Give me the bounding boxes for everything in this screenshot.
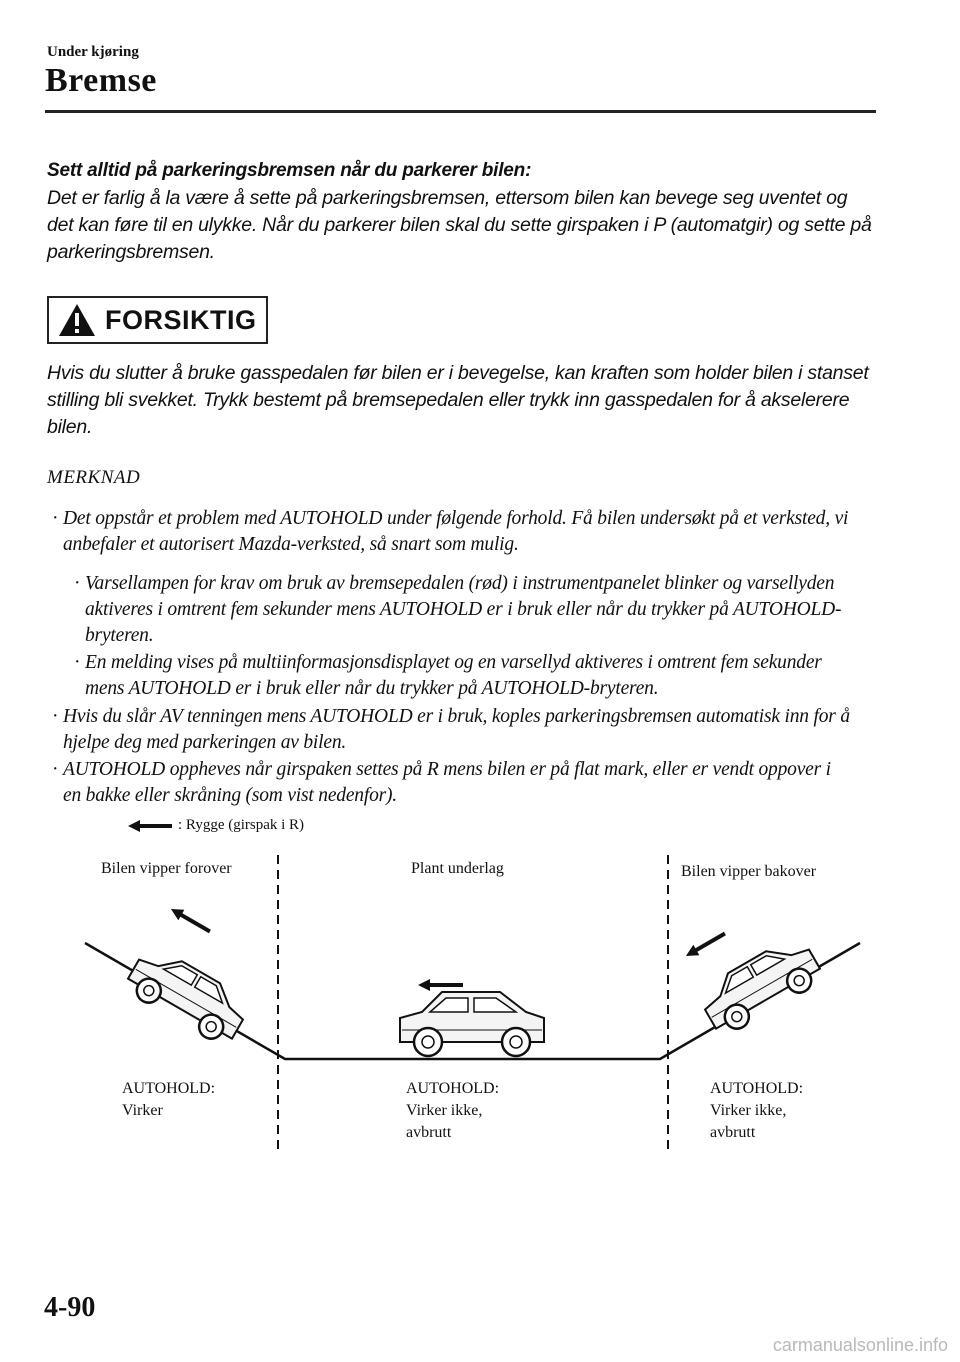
section-label: Under kjøring xyxy=(47,44,139,60)
car-icon xyxy=(695,932,826,1039)
panel-status xyxy=(710,1078,803,1144)
reverse-arrow-icon xyxy=(683,928,728,961)
bullet: · xyxy=(74,652,81,673)
warning-text: Det er farlig å la være å sette på parkeringsbremsen, ettersom bilen kan bevege seg uventet og det kan føre til en ulykke. Når du parkerer bilen skal du sette girspaken i P (automatgir) og sette på parkeringsbremsen. xyxy=(47,187,872,263)
note-subitem xyxy=(74,650,865,702)
autohold-diagram xyxy=(80,845,870,1160)
panel-status xyxy=(406,1078,499,1144)
status-line: Virker ikke, xyxy=(406,1102,483,1119)
note-item-text: AUTOHOLD oppheves når girspaken settes på R mens bilen er på flat mark, eller er vendt oppover i en bakke eller skråning (som vist nedenfor). xyxy=(63,759,831,806)
status-line: Virker xyxy=(122,1102,163,1119)
warning-heading: Sett alltid på parkeringsbremsen når du parkerer bilen: xyxy=(47,160,532,181)
caution-text: Hvis du slutter å bruke gasspedalen før bilen er i bevegelse, kan kraften som holder bilen i stanset stilling bli svekket. Trykk bestemt på bremsepedalen eller trykk inn gasspedalen for å akselerere bilen. xyxy=(47,362,869,438)
note-heading: MERKNAD xyxy=(47,467,141,488)
diagram-legend xyxy=(128,817,304,834)
status-line: AUTOHOLD: xyxy=(710,1080,804,1097)
bullet: · xyxy=(74,573,81,594)
watermark: carmanualsonline.info xyxy=(772,1335,948,1355)
bullet: · xyxy=(52,508,59,529)
panel-status xyxy=(122,1078,215,1122)
status-line: AUTOHOLD: xyxy=(406,1080,500,1097)
note-subitem-text: Varsellampen for krav om bruk av bremsepedalen (rød) i instrumentpanelet blinker og varsellyden aktiveres i omtrent fem sekunder mens AUTOHOLD er i bruk eller når du trykker på AUTOHOLD-bryteren. xyxy=(85,573,842,646)
note-item xyxy=(52,704,853,756)
note-subitem-text: En melding vises på multiinformasjonsdisplayet og en varsellyd aktiveres i omtrent fem sekunder mens AUTOHOLD er i bruk eller når du trykker på AUTOHOLD-bryteren. xyxy=(85,652,822,699)
panel-title: Bilen vipper forover xyxy=(101,860,232,877)
status-line: AUTOHOLD: xyxy=(122,1080,216,1097)
caution-label: FORSIKTIG xyxy=(105,304,257,335)
note-item xyxy=(52,757,853,809)
bullet: · xyxy=(52,706,59,727)
warning-triangle-icon xyxy=(57,302,97,338)
page-title: Bremse xyxy=(45,62,157,99)
panel-title: Bilen vipper bakover xyxy=(681,863,817,880)
reverse-arrow-icon xyxy=(418,979,463,991)
car-icon xyxy=(400,992,544,1056)
note-subitem xyxy=(74,571,865,649)
caution-badge xyxy=(47,296,268,344)
note-item xyxy=(52,506,863,558)
panel-title: Plant underlag xyxy=(411,860,504,877)
note-item-text: Det oppstår et problem med AUTOHOLD under følgende forhold. Få bilen undersøkt på et verksted, vi anbefaler et autorisert Mazda-verksted, så snart som mulig. xyxy=(63,508,849,555)
legend-text: : Rygge (girspak i R) xyxy=(178,817,305,833)
car-icon xyxy=(122,942,253,1049)
status-line: avbrutt xyxy=(406,1124,452,1141)
reverse-arrow-icon xyxy=(168,904,213,937)
title-rule xyxy=(45,110,876,113)
status-line: avbrutt xyxy=(710,1124,756,1141)
status-line: Virker ikke, xyxy=(710,1102,787,1119)
note-item-text: Hvis du slår AV tenningen mens AUTOHOLD er i bruk, koples parkeringsbremsen automatisk inn for å hjelpe deg med parkeringen av bilen. xyxy=(63,706,850,753)
arrow-left-icon xyxy=(128,819,172,833)
page-number: 4-90 xyxy=(44,1292,96,1323)
bullet: · xyxy=(52,759,59,780)
